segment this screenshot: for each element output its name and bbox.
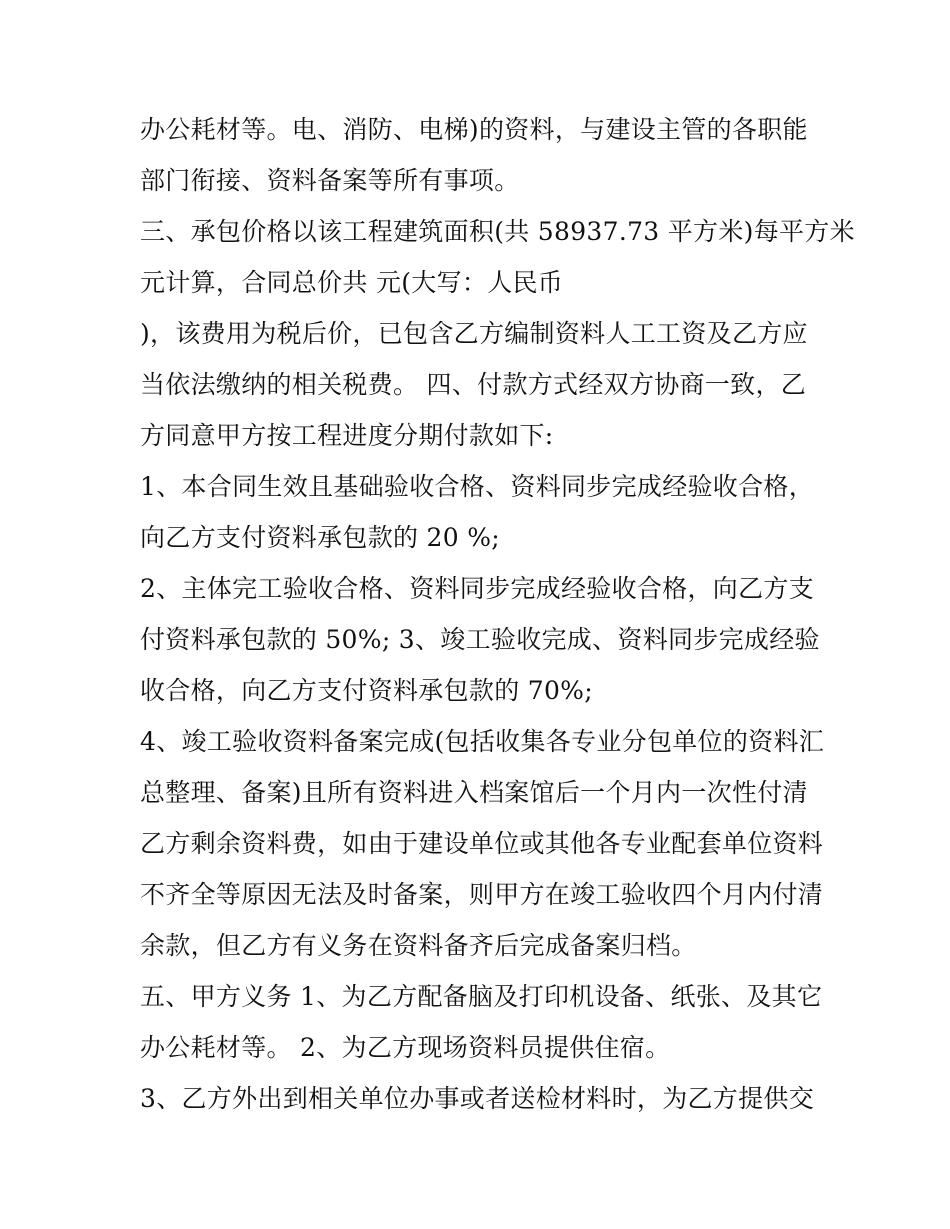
text-line: 向乙方支付资料承包款的 20 %;: [140, 523, 500, 552]
text-line: 4、竣工验收资料备案完成(包括收集各专业分包单位的资料汇: [140, 727, 825, 756]
text-line: 3、乙方外出到相关单位办事或者送检材料时，为乙方提供交: [140, 1084, 815, 1113]
text-line: 三、承包价格以该工程建筑面积(共 58937.73 平方米)每平方米: [140, 217, 855, 246]
text-line: )，该费用为税后价，已包含乙方编制资料人工工资及乙方应: [140, 319, 808, 348]
text-line: 五、甲方义务 1、为乙方配备脑及打印机设备、纸张、及其它: [140, 982, 823, 1011]
text-line: 当依法缴纳的相关税费。 四、付款方式经双方协商一致，乙: [140, 370, 807, 399]
text-line: 总整理、备案)且所有资料进入档案馆后一个月内一次性付清: [140, 778, 808, 807]
text-line: 元计算，合同总价共 元(大写：人民币: [140, 268, 564, 297]
text-line: 2、主体完工验收合格、资料同步完成经验收合格，向乙方支: [140, 574, 815, 603]
text-line: 部门衔接、资料备案等所有事项。: [140, 166, 520, 195]
text-line: 收合格，向乙方支付资料承包款的 70%;: [140, 676, 593, 705]
text-line: 余款，但乙方有义务在资料备齐后完成备案归档。: [140, 931, 697, 960]
text-line: 付资料承包款的 50%; 3、竣工验收完成、资料同步完成经验: [140, 625, 820, 654]
text-line: 1、本合同生效且基础验收合格、资料同步完成经验收合格，: [140, 472, 815, 501]
text-line: 方同意甲方按工程进度分期付款如下:: [140, 421, 554, 450]
text-line: 办公耗材等。 2、为乙方现场资料员提供住宿。: [140, 1033, 671, 1062]
text-line: 不齐全等原因无法及时备案，则甲方在竣工验收四个月内付清: [140, 880, 824, 909]
text-line: 乙方剩余资料费，如由于建设单位或其他各专业配套单位资料: [140, 829, 824, 858]
text-line: 办公耗材等。电、消防、电梯)的资料，与建设主管的各职能: [140, 115, 808, 144]
